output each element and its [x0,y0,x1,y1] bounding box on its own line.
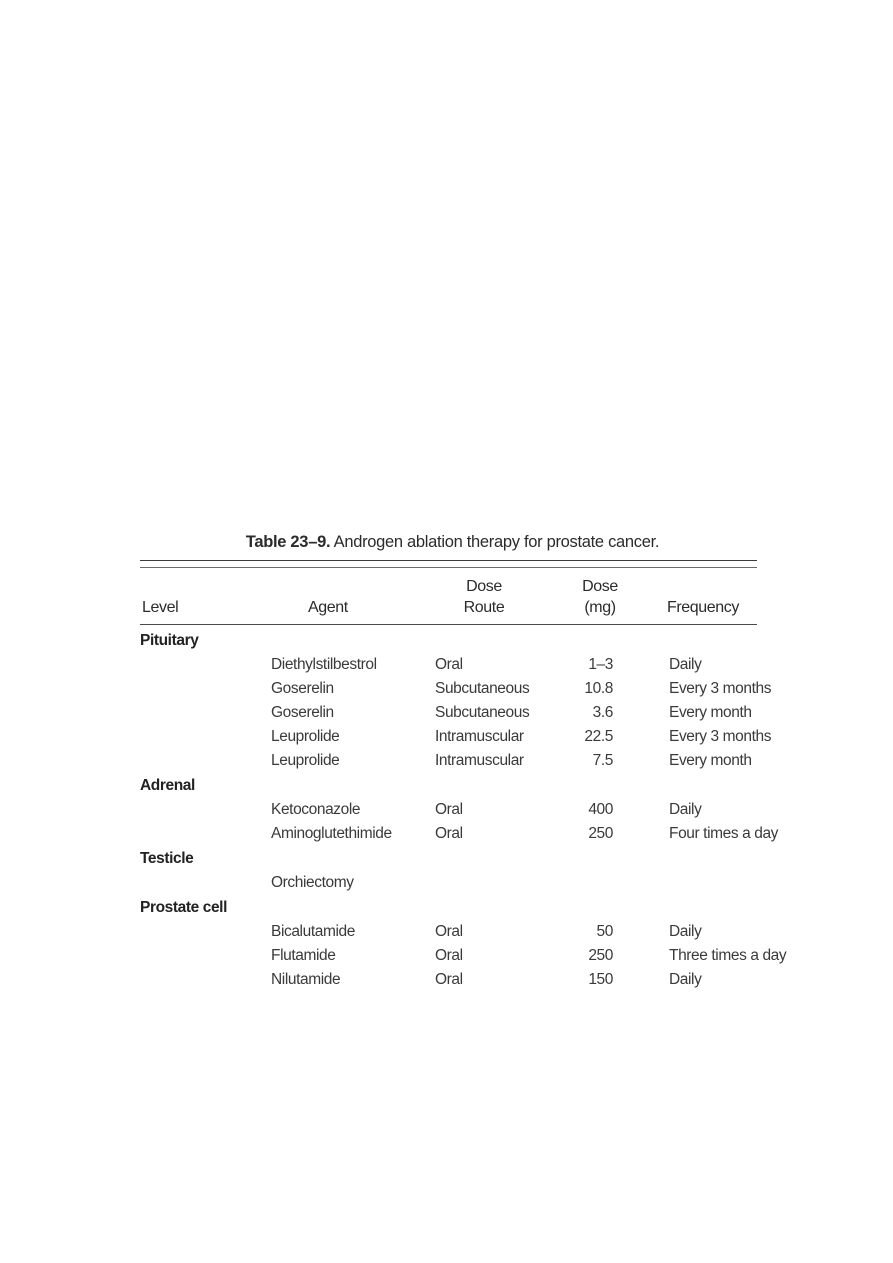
group-row [140,846,757,871]
table-row [140,798,757,822]
route-cell: Intramuscular [435,752,524,769]
route-cell: Oral [435,923,463,940]
table-row [140,944,757,968]
table-header [140,568,757,625]
table-caption-number: Table 23–9. [245,533,331,551]
group-level-label: Adrenal [140,777,195,794]
header-agent: Agent [308,599,348,616]
route-cell: Oral [435,801,463,818]
table-row [140,822,757,846]
frequency-cell: Four times a day [669,825,779,842]
route-cell: Subcutaneous [435,680,530,697]
table-row [140,920,757,944]
level-cell [140,822,270,846]
frequency-cell: Three times a day [669,947,787,964]
header-dose-mg [565,568,635,625]
dose-cell: 250 [588,825,613,842]
group-row [140,773,757,798]
dose-cell: 50 [596,923,613,940]
header-dose-mg-line1: Dose [582,578,618,595]
frequency-cell: Daily [669,801,702,818]
frequency-cell: Every month [669,752,752,769]
dose-cell: 22.5 [584,728,613,745]
frequency-cell: Every month [669,704,752,721]
group-level-label: Testicle [140,850,194,867]
dose-cell: 1–3 [588,656,613,673]
table-row [140,701,757,725]
level-cell [140,701,270,725]
agent-cell: Leuprolide [271,752,340,769]
frequency-cell: Every 3 months [669,728,772,745]
agent-cell: Diethylstilbestrol [271,656,377,673]
header-dose-route [435,568,565,625]
level-cell [140,944,270,968]
agent-cell: Goserelin [271,680,334,697]
table-row [140,725,757,749]
group-row [140,625,757,654]
dose-cell: 400 [588,801,613,818]
table-row [140,968,757,992]
dose-cell: 250 [588,947,613,964]
frequency-cell: Daily [669,923,702,940]
level-cell [140,677,270,701]
level-cell [140,725,270,749]
agent-cell: Aminoglutethimide [271,825,392,842]
androgen-ablation-table [140,530,787,992]
level-cell [140,749,270,773]
header-dose-mg-line2: (mg) [584,599,616,616]
header-dose-route-line1: Dose [466,578,502,595]
dose-cell: 3.6 [592,704,613,721]
level-cell [140,871,270,895]
table-row [140,677,757,701]
frequency-cell: Every 3 months [669,680,772,697]
route-cell: Oral [435,971,463,988]
level-cell [140,920,270,944]
frequency-cell: Daily [669,656,702,673]
agent-cell: Nilutamide [271,971,341,988]
route-cell: Intramuscular [435,728,524,745]
agent-cell: Flutamide [271,947,336,964]
table-body [140,625,787,993]
route-cell: Subcutaneous [435,704,530,721]
agent-cell: Goserelin [271,704,334,721]
header-dose-route-line2: Route [463,599,505,616]
table-caption-text: Androgen ablation therapy for prostate cancer. [333,533,660,551]
dose-cell: 150 [588,971,613,988]
header-frequency: Frequency [667,599,739,616]
level-cell [140,653,270,677]
agent-cell: Ketoconazole [271,801,361,818]
group-level-label: Pituitary [140,632,199,649]
table-top-rule [140,560,757,568]
agent-cell: Bicalutamide [271,923,355,940]
dose-cell [565,871,635,895]
group-row [140,895,757,920]
level-cell [140,968,270,992]
table-caption [148,530,757,554]
table-row [140,749,757,773]
header-level: Level [142,599,179,616]
frequency-cell: Daily [669,971,702,988]
table-row [140,871,757,895]
agent-cell: Leuprolide [271,728,340,745]
therapy-table [140,568,787,992]
dose-cell: 7.5 [592,752,613,769]
group-level-label: Prostate cell [140,899,227,916]
level-cell [140,798,270,822]
route-cell: Oral [435,656,463,673]
route-cell [435,871,565,895]
table-row [140,653,757,677]
frequency-cell [635,871,757,895]
agent-cell: Orchiectomy [271,874,354,891]
route-cell: Oral [435,947,463,964]
dose-cell: 10.8 [584,680,613,697]
route-cell: Oral [435,825,463,842]
